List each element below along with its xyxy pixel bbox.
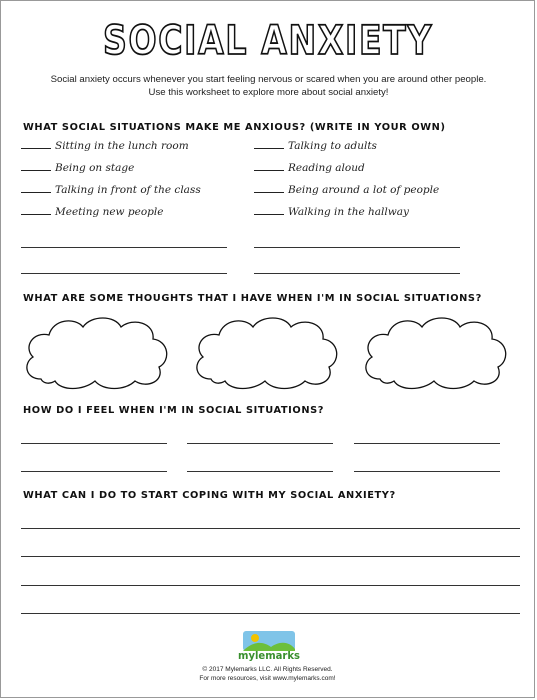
intro-line-2: Use this worksheet to explore more about social anxiety! xyxy=(148,87,389,98)
intro-text xyxy=(17,73,520,99)
situation-item[interactable]: Talking to adults xyxy=(254,140,377,154)
situation-item[interactable]: Sitting in the lunch room xyxy=(21,140,189,154)
logo-sun xyxy=(251,634,259,642)
page-title: SOCIAL ANXIETY xyxy=(102,18,433,64)
write-in-line[interactable] xyxy=(354,443,500,444)
resources-text: For more resources, visit www.mylemarks.com! xyxy=(199,675,336,682)
checkbox-blank[interactable] xyxy=(21,170,51,171)
section2-heading: WHAT ARE SOME THOUGHTS THAT I HAVE WHEN I'M IN SOCIAL SITUATIONS? xyxy=(23,293,482,304)
title-block xyxy=(1,11,534,67)
section3-heading: HOW DO I FEEL WHEN I'M IN SOCIAL SITUATIONS? xyxy=(23,405,325,416)
thought-cloud-2[interactable] xyxy=(189,311,343,393)
situation-item[interactable]: Reading aloud xyxy=(254,162,365,176)
situation-item[interactable]: Talking in front of the class xyxy=(21,184,201,198)
checkbox-blank[interactable] xyxy=(254,214,284,215)
checkbox-blank[interactable] xyxy=(21,192,51,193)
checkbox-blank[interactable] xyxy=(254,148,284,149)
write-in-line[interactable] xyxy=(187,471,333,472)
write-in-line[interactable] xyxy=(21,273,227,274)
write-in-line[interactable] xyxy=(254,247,460,248)
situation-item[interactable]: Meeting new people xyxy=(21,206,163,220)
write-in-line[interactable] xyxy=(21,528,520,529)
write-in-line[interactable] xyxy=(187,443,333,444)
logo-text: mylemarks xyxy=(238,649,301,662)
situation-item[interactable]: Being on stage xyxy=(21,162,134,176)
section1-heading: WHAT SOCIAL SITUATIONS MAKE ME ANXIOUS? (WRITE IN YOUR OWN) xyxy=(23,122,446,133)
thought-cloud-3[interactable] xyxy=(358,311,512,393)
checkbox-blank[interactable] xyxy=(254,192,284,193)
write-in-line[interactable] xyxy=(21,613,520,614)
write-in-line[interactable] xyxy=(21,556,520,557)
checkbox-blank[interactable] xyxy=(21,214,51,215)
write-in-line[interactable] xyxy=(354,471,500,472)
situation-item[interactable]: Being around a lot of people xyxy=(254,184,439,198)
checkbox-blank[interactable] xyxy=(254,170,284,171)
mylemarks-logo xyxy=(229,627,309,663)
write-in-line[interactable] xyxy=(21,471,167,472)
section4-heading: WHAT CAN I DO TO START COPING WITH MY SOCIAL ANXIETY? xyxy=(23,490,396,501)
write-in-line[interactable] xyxy=(21,585,520,586)
situation-item[interactable]: Walking in the hallway xyxy=(254,206,409,220)
intro-line-1: Social anxiety occurs whenever you start feeling nervous or scared when you are around other people. xyxy=(50,74,487,85)
write-in-line[interactable] xyxy=(254,273,460,274)
copyright-text: © 2017 Mylemarks LLC. All Rights Reserved. xyxy=(202,666,333,673)
page-title-graphic xyxy=(93,11,443,67)
thought-cloud-1[interactable] xyxy=(19,311,173,393)
write-in-line[interactable] xyxy=(21,247,227,248)
write-in-line[interactable] xyxy=(21,443,167,444)
checkbox-blank[interactable] xyxy=(21,148,51,149)
